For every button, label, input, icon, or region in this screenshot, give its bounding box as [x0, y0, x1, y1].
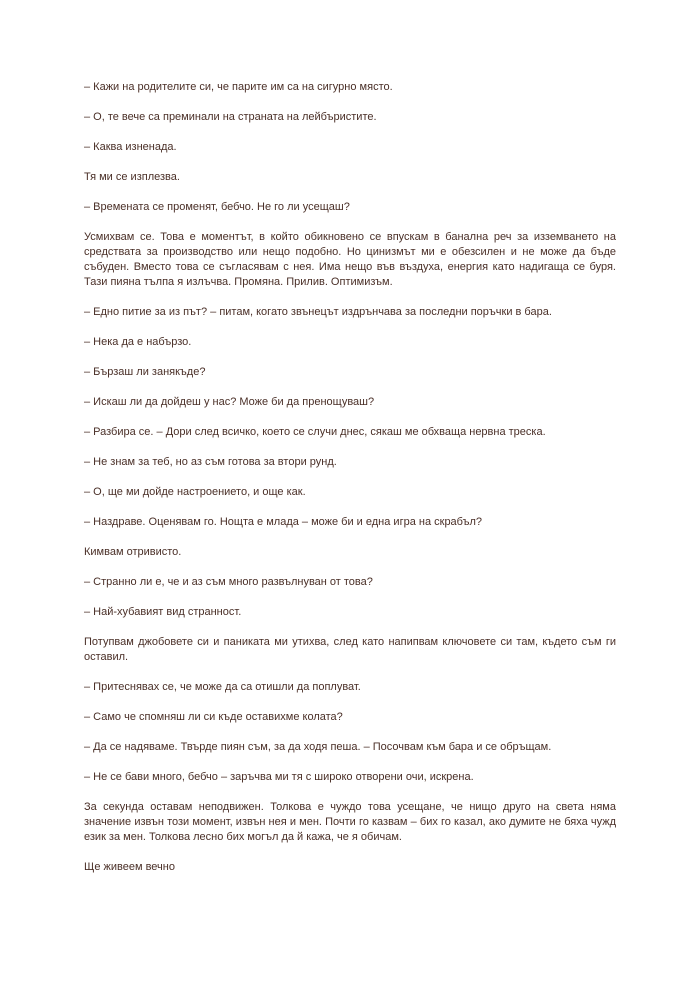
- paragraph: Тя ми се изплезва.: [84, 171, 180, 183]
- paragraph: За секунда оставам неподвижен. Толкова е чуждо това усещане, че нищо друго на света няма значение извън този момент, извън нея и мен. Почти го казвам – бих го казал, ако думите не бяха чужд език за мен. Толкова лесно бих могъл да й кажа, че я обичам.: [84, 801, 616, 843]
- paragraph: – О, ще ми дойде настроението, и още как.: [84, 486, 306, 498]
- paragraph: – Наздраве. Оценявам го. Нощта е млада – може би и една игра на скрабъл?: [84, 516, 483, 528]
- paragraph: Усмихвам се. Това е моментът, в който обикновено се впускам в банална реч за изземването на средствата за производство или нещо подобно. Но цинизмът ми е обезсилен и не може да бъде събуден. Вместо това се съгласявам с нея. Има нещо във въздуха, енергия като надигаща се буря. Тази пияна тълпа я излъчва. Промяна. Прилив. Оптимизъм.: [84, 231, 616, 288]
- paragraph: – Разбира се. – Дори след всичко, което се случи днес, сякаш ме обхваща нервна треска.: [84, 426, 546, 438]
- paragraph: – Бързаш ли занякъде?: [84, 366, 206, 378]
- document-body: [84, 80, 616, 890]
- paragraph: – Кажи на родителите си, че парите им са на сигурно място.: [84, 81, 393, 93]
- paragraph: – Искаш ли да дойдеш у нас? Може би да пренощуваш?: [84, 396, 375, 408]
- paragraph: – Каква изненада.: [84, 141, 177, 153]
- paragraph: – Времената се променят, бебчо. Не го ли усещаш?: [84, 201, 350, 213]
- paragraph: – Не се бави много, бебчо – заръчва ми тя с широко отворени очи, искрена.: [84, 771, 474, 783]
- paragraph: – Да се надяваме. Твърде пиян съм, за да ходя пеша. – Посочвам към бара и се обръщам.: [84, 741, 552, 753]
- paragraph: – Притеснявах се, че може да са отишли да поплуват.: [84, 681, 361, 693]
- paragraph: – Нека да е набързо.: [84, 336, 192, 348]
- paragraph: – Не знам за теб, но аз съм готова за втори рунд.: [84, 456, 337, 468]
- paragraph: Кимвам отривисто.: [84, 546, 182, 558]
- paragraph: Ще живеем вечно: [84, 861, 175, 873]
- paragraph: – О, те вече са преминали на страната на лейбъристите.: [84, 111, 377, 123]
- paragraph: – Само че спомняш ли си къде оставихме колата?: [84, 711, 343, 723]
- paragraph: Потупвам джобовете си и паниката ми утихва, след като напипвам ключовете си там, където съм ги оставил.: [84, 636, 616, 663]
- paragraph: – Най-хубавият вид странност.: [84, 606, 242, 618]
- paragraph: – Едно питие за из път? – питам, когато звънецът издрънчава за последни поръчки в бара.: [84, 306, 552, 318]
- paragraph: – Странно ли е, че и аз съм много развълнуван от това?: [84, 576, 373, 588]
